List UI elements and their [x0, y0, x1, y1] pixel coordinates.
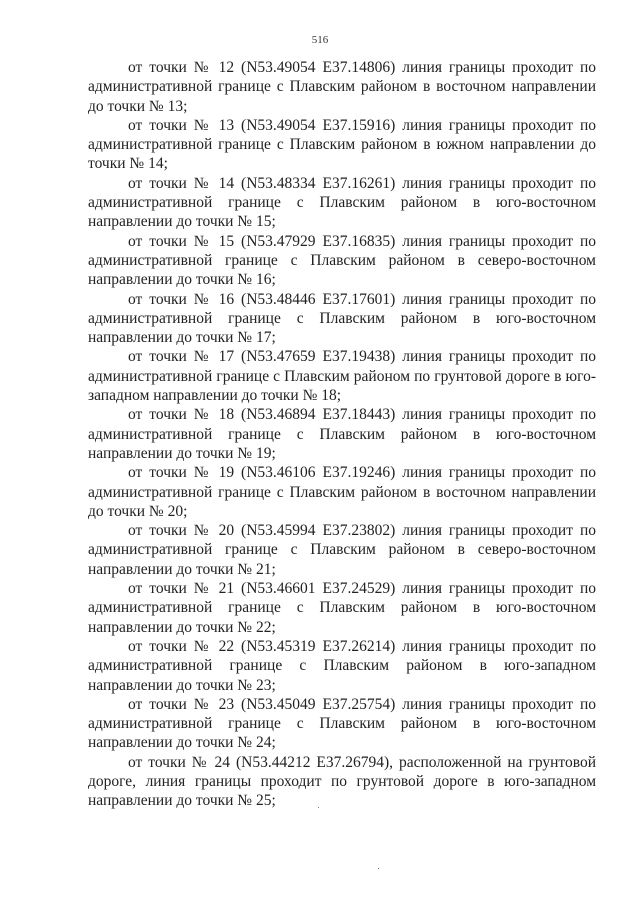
boundary-paragraph-point-19: от точки № 19 (N53.46106 E37.19246) линия границы проходит по административной границе с Плавским районом в восточном направлении до точки № 20; [88, 464, 596, 520]
boundary-paragraph-point-20: от точки № 20 (N53.45994 E37.23802) линия границы проходит по административной границе с Плавским районом в северо-восточном направлении до точки № 21; [88, 522, 596, 578]
boundary-paragraph-point-22: от точки № 22 (N53.45319 E37.26214) линия границы проходит по административной границе с Плавским районом в юго-западном направлении до точки № 23; [88, 637, 596, 694]
boundary-paragraph-point-15: от точки № 15 (N53.47929 E37.16835) линия границы проходит по административной границе с Плавским районом в северо-восточном направлении до точки № 16; [88, 232, 596, 289]
scan-speck [318, 807, 319, 808]
boundary-paragraph-point-14: от точки № 14 (N53.48334 E37.16261) линия границы проходит по административной границе с Плавским районом в юго-восточном направлении до точки № 15; [88, 174, 596, 231]
boundary-paragraph-point-24: от точки № 24 (N53.44212 E37.26794), расположенной на грунтовой дороге, линия границы проходит по грунтовой дороге в юго-западном направлении до точки № 25; [88, 753, 596, 810]
page-number: 516 [311, 34, 329, 46]
boundary-paragraph-point-21: от точки № 21 (N53.46601 E37.24529) линия границы проходит по административной границе с Плавским районом в юго-восточном направлении до точки № 22; [88, 580, 596, 636]
scan-speck [378, 868, 379, 869]
document-body [88, 58, 596, 811]
boundary-paragraph-point-17: от точки № 17 (N53.47659 E37.19438) линия границы проходит по административной границе с Плавским районом по грунтовой дороге в юго-западном направлении до точки № 18; [88, 348, 596, 405]
boundary-paragraph-point-13: от точки № 13 (N53.49054 E37.15916) линия границы проходит по административной границе с Плавским районом в южном направлении до точки № 14; [88, 116, 596, 173]
boundary-paragraph-point-18: от точки № 18 (N53.46894 E37.18443) линия границы проходит по административной границе с Плавским районом в юго-восточном направлении до точки № 19; [88, 406, 596, 462]
boundary-paragraph-point-12: от точки № 12 (N53.49054 E37.14806) линия границы проходит по административной границе с Плавским районом в восточном направлении до точки № 13; [88, 59, 596, 115]
boundary-paragraph-point-16: от точки № 16 (N53.48446 E37.17601) линия границы проходит по административной границе с Плавским районом в юго-восточном направлении до точки № 17; [88, 290, 596, 347]
boundary-paragraph-point-23: от точки № 23 (N53.45049 E37.25754) линия границы проходит по административной границе с Плавским районом в юго-восточном направлении до точки № 24; [88, 695, 596, 752]
